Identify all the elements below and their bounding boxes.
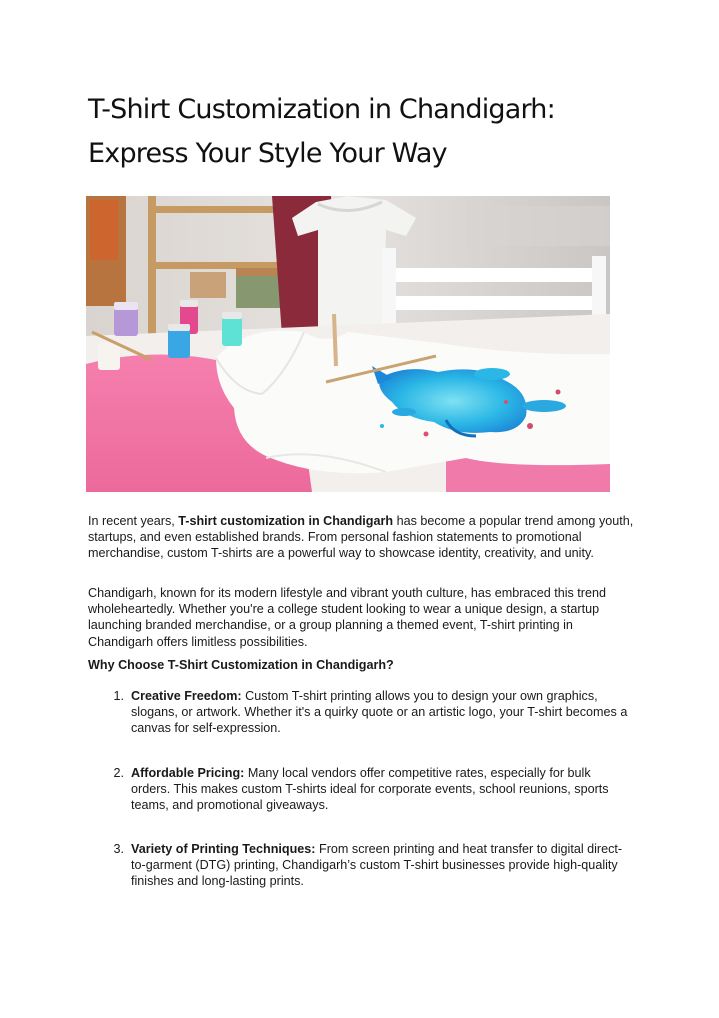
page-title	[88, 88, 648, 176]
list-number: 2.	[113, 766, 124, 780]
list-item-text: From screen printing and heat transfer to digital direct-to-garment (DTG) printing, Chandigarh’s custom T-shirt businesses provide high-quality finishes and long-lasting prints.	[131, 842, 623, 889]
title-line-2: Express Your Style Your Way	[88, 138, 447, 169]
list-item-title: Variety of Printing Techniques:	[131, 842, 316, 856]
list-item-title: Affordable Pricing:	[131, 766, 245, 780]
section-heading: Why Choose T-Shirt Customization in Chandigarh?	[88, 658, 394, 672]
chandigarh-paragraph: Chandigarh, known for its modern lifestyle and vibrant youth culture, has embraced this trend wholeheartedly. Whether you're a college student looking to wear a unique design, a startup launching branded merchandise, or a group planning a themed event, T-shirt printing in Chandigarh offers limitless possibilities.	[88, 586, 607, 649]
intro-text-end: has become a popular trend among youth, startups, and even established brands. From personal fashion statements to promotional merchandise, custom T-shirts are a powerful way to showcase identity, creativity, and unity.	[88, 514, 634, 561]
intro-bold-keyword: T-shirt customization in Chandigarh	[178, 514, 394, 528]
list-item-title: Creative Freedom:	[131, 689, 242, 703]
intro-text-start: In recent years,	[88, 514, 179, 528]
intro-paragraph	[88, 513, 640, 562]
list-number: 1.	[113, 689, 124, 703]
title-line-1: T-Shirt Customization in Chandigarh:	[88, 94, 555, 125]
list-item-text: Custom T-shirt printing allows you to design your own graphics, slogans, or artwork. Whether it's a quirky quote or an artistic logo, your T-shirt becomes a canvas for self-expression.	[131, 689, 628, 736]
list-item-text: Many local vendors offer competitive rates, especially for bulk orders. This makes custom T-shirts ideal for corporate events, school reunions, sports teams, and promotional giveaways.	[131, 766, 609, 813]
list-number: 3.	[113, 842, 124, 856]
hero-image	[86, 196, 610, 492]
